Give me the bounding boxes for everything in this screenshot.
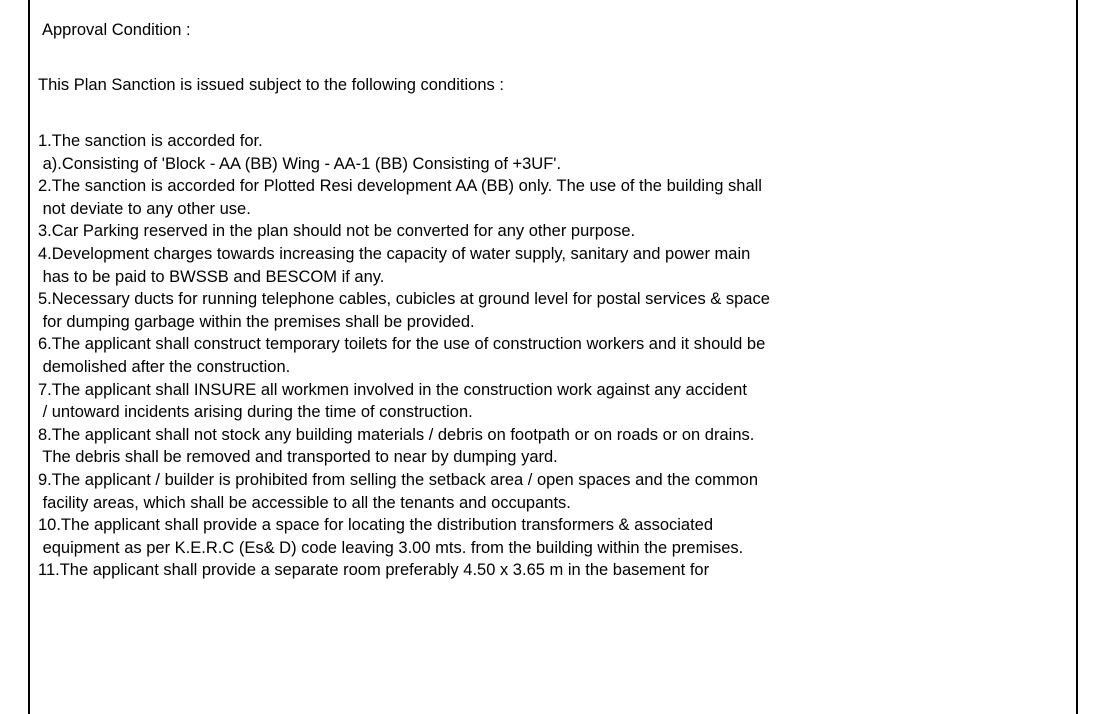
condition-line: not deviate to any other use. [38, 199, 251, 218]
condition-line: 9.The applicant / builder is prohibited from selling the setback area / open spaces and the common [38, 470, 758, 489]
condition-line: demolished after the construction. [38, 357, 291, 376]
condition-line: a).Consisting of 'Block - AA (BB) Wing - AA-1 (BB) Consisting of +3UF'. [38, 154, 562, 173]
condition-line: for dumping garbage within the premises shall be provided. [38, 312, 475, 331]
condition-line: 3.Car Parking reserved in the plan should not be converted for any other purpose. [38, 222, 636, 241]
condition-line: The debris shall be removed and transported to near by dumping yard. [38, 448, 558, 467]
condition-line: 11.The applicant shall provide a separate room preferably 4.50 x 3.65 m in the basement for [38, 561, 710, 580]
condition-line: / untoward incidents arising during the time of construction. [38, 403, 473, 422]
right-border-line [1076, 0, 1078, 714]
condition-line: 1.The sanction is accorded for. [38, 132, 263, 150]
condition-line: 2.The sanction is accorded for Plotted Resi development AA (BB) only. The use of the building shall [38, 177, 762, 196]
conditions-list [38, 130, 770, 582]
condition-line: 8.The applicant shall not stock any building materials / debris on footpath or on roads or on drains. [38, 425, 755, 444]
condition-line: 5.Necessary ducts for running telephone cables, cubicles at ground level for postal services & space [38, 290, 770, 309]
condition-line: equipment as per K.E.R.C (Es& D) code leaving 3.00 mts. from the building within the premises. [38, 538, 744, 557]
condition-line: 10.The applicant shall provide a space for locating the distribution transformers & associated [38, 516, 714, 535]
section-heading: Approval Condition : [42, 21, 191, 39]
intro-text: This Plan Sanction is issued subject to the following conditions : [38, 76, 504, 94]
condition-line: has to be paid to BWSSB and BESCOM if any. [38, 267, 385, 286]
condition-line: 4.Development charges towards increasing the capacity of water supply, sanitary and power main [38, 244, 751, 263]
condition-line: 6.The applicant shall construct temporary toilets for the use of construction workers and it should be [38, 335, 766, 354]
left-border-line [28, 0, 30, 714]
condition-line: 7.The applicant shall INSURE all workmen involved in the construction work against any accident [38, 380, 747, 399]
condition-line: facility areas, which shall be accessible to all the tenants and occupants. [38, 493, 571, 512]
